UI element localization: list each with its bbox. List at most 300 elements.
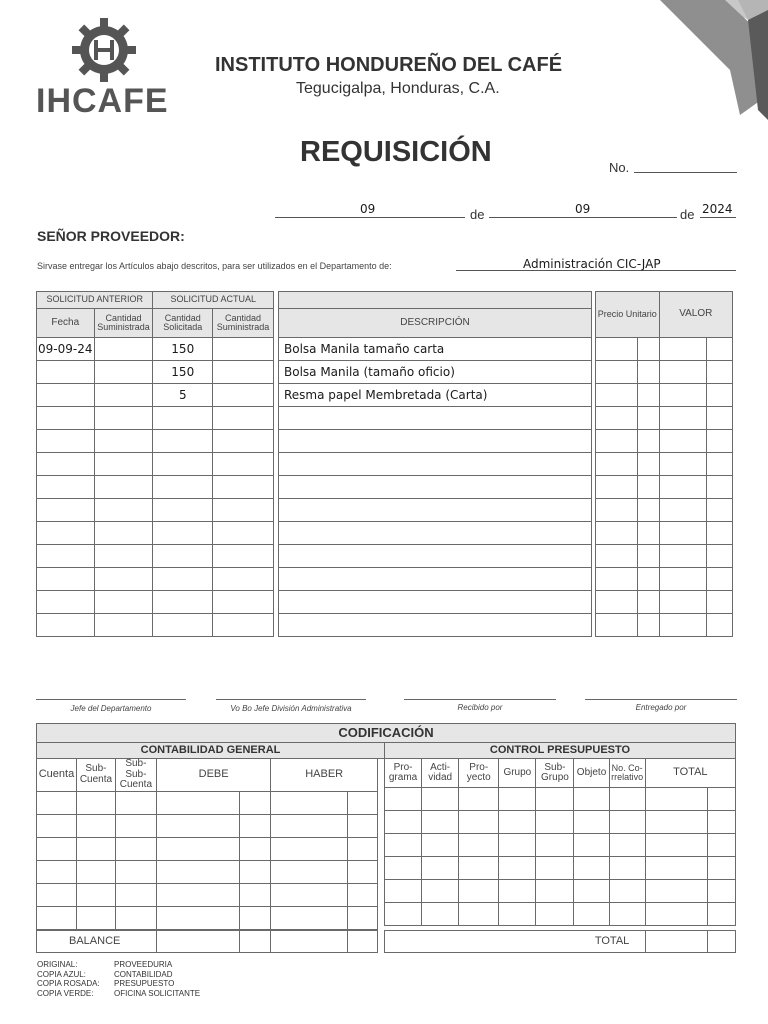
cell-precio[interactable] [596, 568, 638, 591]
cell-total-cents[interactable] [707, 811, 735, 834]
cell-fecha[interactable] [37, 568, 95, 591]
cell-programa[interactable] [385, 811, 422, 834]
cell-precio[interactable] [596, 430, 638, 453]
cell-cantidad-solicitada[interactable] [153, 614, 213, 637]
cell-subsubcuenta[interactable] [115, 837, 156, 860]
cell-grupo[interactable] [499, 857, 536, 880]
cell-descripcion[interactable] [279, 545, 592, 568]
items-table-description [278, 291, 592, 637]
cell-debe-cents[interactable] [239, 837, 271, 860]
cell-cantidad-suministrada-actual[interactable] [213, 476, 274, 499]
cell-actividad[interactable] [422, 811, 459, 834]
cell-cantidad-solicitada[interactable] [153, 407, 213, 430]
cell-total[interactable] [645, 857, 707, 880]
cell-debe-cents[interactable] [239, 860, 271, 883]
col-grupo: Grupo [499, 759, 536, 788]
cell-valor-cents[interactable] [707, 384, 733, 407]
table-row [279, 453, 592, 476]
cell-correlativo[interactable] [609, 903, 645, 926]
cell-cantidad-suministrada-actual[interactable] [213, 384, 274, 407]
cell-valor-cents[interactable] [707, 568, 733, 591]
cell-precio-cents[interactable] [637, 568, 659, 591]
signature-line-entregado[interactable] [585, 699, 737, 700]
table-row [37, 568, 274, 591]
cell-proyecto[interactable] [459, 857, 499, 880]
date-separator-1: de [470, 207, 485, 222]
cell-fecha[interactable] [37, 384, 95, 407]
cell-total-cents[interactable] [707, 880, 735, 903]
cell-haber[interactable] [271, 883, 348, 906]
cell-cantidad-suministrada-anterior[interactable] [94, 453, 153, 476]
cell-descripcion[interactable] [279, 591, 592, 614]
cell-cuenta[interactable] [37, 860, 77, 883]
cell-descripcion[interactable] [279, 614, 592, 637]
col-correlativo: No. Co-rrelativo [609, 759, 645, 788]
table-row [279, 430, 592, 453]
gear-icon [72, 18, 136, 82]
copy-label-verde: COPIA VERDE: [37, 988, 94, 998]
cell-precio-cents[interactable] [637, 361, 659, 384]
cell-cantidad-suministrada-actual[interactable] [213, 614, 274, 637]
cell-precio-cents[interactable] [637, 591, 659, 614]
cell-valor[interactable] [659, 361, 707, 384]
cell-cantidad-suministrada-anterior[interactable] [94, 407, 153, 430]
cell-subcuenta[interactable] [76, 883, 115, 906]
cell-cantidad-suministrada-anterior[interactable] [94, 522, 153, 545]
col-actividad: Acti-vidad [422, 759, 459, 788]
cell-valor[interactable] [659, 522, 707, 545]
balance-haber-cents[interactable] [348, 931, 378, 953]
cell-correlativo[interactable] [609, 788, 645, 811]
cell-actividad[interactable] [422, 834, 459, 857]
cell-subgrupo[interactable] [536, 834, 574, 857]
signature-line-vobo[interactable] [216, 699, 366, 700]
contabilidad-table [36, 758, 378, 930]
cell-precio[interactable] [596, 614, 638, 637]
col-total: TOTAL [645, 759, 735, 788]
cell-debe-cents[interactable] [239, 814, 271, 837]
cell-subsubcuenta[interactable] [115, 814, 156, 837]
cell-precio-cents[interactable] [637, 614, 659, 637]
cell-haber[interactable] [271, 791, 348, 814]
cell-programa[interactable] [385, 788, 422, 811]
cell-subsubcuenta[interactable] [115, 883, 156, 906]
cell-cantidad-suministrada-anterior[interactable] [94, 545, 153, 568]
cell-precio-cents[interactable] [637, 338, 659, 361]
cell-cantidad-suministrada-actual[interactable] [213, 568, 274, 591]
institution-location: Tegucigalpa, Honduras, C.A. [296, 80, 500, 97]
cell-haber[interactable] [271, 860, 348, 883]
col-fecha: Fecha [37, 309, 95, 338]
table-row [385, 857, 736, 880]
cell-total-cents[interactable] [707, 903, 735, 926]
cell-precio[interactable] [596, 522, 638, 545]
cell-precio[interactable] [596, 476, 638, 499]
cell-valor-cents[interactable] [707, 430, 733, 453]
cell-valor[interactable] [659, 407, 707, 430]
cell-valor-cents[interactable] [707, 407, 733, 430]
table-row [279, 545, 592, 568]
cell-fecha[interactable] [37, 361, 95, 384]
col-debe: DEBE [156, 759, 270, 792]
cell-valor-cents[interactable] [707, 453, 733, 476]
cell-cantidad-suministrada-actual[interactable] [213, 522, 274, 545]
cell-objeto[interactable] [574, 834, 609, 857]
table-row [37, 430, 274, 453]
cell-cantidad-suministrada-anterior[interactable] [94, 568, 153, 591]
provider-label: SEÑOR PROVEEDOR: [37, 228, 185, 244]
copy-value-azul: CONTABILIDAD [114, 969, 173, 979]
cell-precio[interactable] [596, 338, 638, 361]
number-field[interactable] [634, 159, 737, 173]
cell-haber-cents[interactable] [348, 837, 378, 860]
cell-valor[interactable] [659, 545, 707, 568]
table-row [596, 430, 733, 453]
cell-fecha[interactable] [37, 476, 95, 499]
cell-correlativo[interactable] [609, 811, 645, 834]
cell-correlativo[interactable] [609, 857, 645, 880]
cell-valor[interactable] [659, 476, 707, 499]
cell-total[interactable] [645, 788, 707, 811]
cell-valor[interactable] [659, 338, 707, 361]
cell-subgrupo[interactable] [536, 880, 574, 903]
cell-cantidad-suministrada-anterior[interactable] [94, 384, 153, 407]
cell-descripcion[interactable] [279, 499, 592, 522]
total-label: TOTAL [385, 931, 646, 953]
cell-grupo[interactable] [499, 811, 536, 834]
col-cantidad-suministrada-actual: Cantidad Suministrada [213, 309, 274, 338]
cell-fecha[interactable] [37, 407, 95, 430]
cell-debe[interactable] [156, 860, 239, 883]
cell-valor-cents[interactable] [707, 338, 733, 361]
cell-cantidad-suministrada-anterior[interactable] [94, 614, 153, 637]
cell-cantidad-solicitada[interactable]: 150 [153, 361, 213, 384]
cell-valor-cents[interactable] [707, 545, 733, 568]
cell-precio-cents[interactable] [637, 430, 659, 453]
cell-total[interactable] [645, 834, 707, 857]
table-row [596, 522, 733, 545]
cell-cantidad-suministrada-anterior[interactable] [94, 591, 153, 614]
cell-actividad[interactable] [422, 880, 459, 903]
cell-haber[interactable] [271, 814, 348, 837]
cell-subcuenta[interactable] [76, 906, 115, 929]
cell-precio[interactable] [596, 453, 638, 476]
cell-precio-cents[interactable] [637, 499, 659, 522]
cell-debe-cents[interactable] [239, 791, 271, 814]
cell-total-cents[interactable] [707, 788, 735, 811]
cell-grupo[interactable] [499, 788, 536, 811]
cell-programa[interactable] [385, 834, 422, 857]
cell-cantidad-solicitada[interactable] [153, 476, 213, 499]
cell-objeto[interactable] [574, 811, 609, 834]
cell-precio[interactable] [596, 499, 638, 522]
cell-proyecto[interactable] [459, 834, 499, 857]
header-solicitud-actual: SOLICITUD ACTUAL [153, 292, 274, 309]
cell-actividad[interactable] [422, 903, 459, 926]
cell-programa[interactable] [385, 903, 422, 926]
total-row [384, 930, 736, 953]
cell-subcuenta[interactable] [76, 814, 115, 837]
cell-descripcion[interactable] [279, 568, 592, 591]
cell-subsubcuenta[interactable] [115, 791, 156, 814]
cell-descripcion[interactable]: Bolsa Manila (tamaño oficio) [279, 361, 592, 384]
cell-subsubcuenta[interactable] [115, 860, 156, 883]
total-cents[interactable] [708, 931, 736, 953]
cell-haber-cents[interactable] [348, 906, 378, 929]
balance-debe[interactable] [156, 931, 239, 953]
cell-cantidad-solicitada[interactable]: 5 [153, 384, 213, 407]
cell-fecha[interactable]: 09-09-24 [37, 338, 95, 361]
cell-haber[interactable] [271, 906, 348, 929]
cell-haber-cents[interactable] [348, 791, 378, 814]
cell-subgrupo[interactable] [536, 857, 574, 880]
cell-cuenta[interactable] [37, 906, 77, 929]
cell-haber-cents[interactable] [348, 860, 378, 883]
signature-label-vobo: Vo Bo Jefe División Administrativa [230, 704, 352, 713]
cell-fecha[interactable] [37, 522, 95, 545]
balance-debe-cents[interactable] [239, 931, 271, 953]
cell-precio-cents[interactable] [637, 545, 659, 568]
cell-proyecto[interactable] [459, 903, 499, 926]
cell-subgrupo[interactable] [536, 903, 574, 926]
cell-cantidad-suministrada-anterior[interactable] [94, 499, 153, 522]
cell-cantidad-solicitada[interactable] [153, 453, 213, 476]
cell-descripcion[interactable]: Resma papel Membretada (Carta) [279, 384, 592, 407]
copy-value-original: PROVEEDURIA [114, 960, 173, 969]
cell-programa[interactable] [385, 857, 422, 880]
table-row [596, 361, 733, 384]
table-row [596, 568, 733, 591]
cell-precio-cents[interactable] [637, 384, 659, 407]
cell-cantidad-solicitada[interactable] [153, 430, 213, 453]
total-value[interactable] [646, 931, 708, 953]
cell-grupo[interactable] [499, 834, 536, 857]
col-subsubcuenta: Sub-Sub-Cuenta [115, 759, 156, 792]
items-table-values [595, 291, 733, 637]
page-title: REQUISICIÓN [300, 136, 492, 168]
cell-cantidad-suministrada-anterior[interactable] [94, 338, 153, 361]
cell-cantidad-solicitada[interactable] [153, 499, 213, 522]
cell-objeto[interactable] [574, 880, 609, 903]
table-row [37, 453, 274, 476]
year-value: 2024 [702, 202, 733, 216]
cell-debe[interactable] [156, 791, 239, 814]
table-row [596, 338, 733, 361]
cell-grupo[interactable] [499, 880, 536, 903]
cell-cuenta[interactable] [37, 791, 77, 814]
cell-descripcion[interactable]: Bolsa Manila tamaño carta [279, 338, 592, 361]
cell-valor[interactable] [659, 614, 707, 637]
cell-fecha[interactable] [37, 614, 95, 637]
cell-valor[interactable] [659, 430, 707, 453]
cell-correlativo[interactable] [609, 834, 645, 857]
table-row [279, 499, 592, 522]
cell-cuenta[interactable] [37, 883, 77, 906]
table-row [37, 545, 274, 568]
cell-total-cents[interactable] [707, 834, 735, 857]
cell-objeto[interactable] [574, 903, 609, 926]
balance-haber[interactable] [271, 931, 348, 953]
cell-cantidad-solicitada[interactable] [153, 522, 213, 545]
table-row [279, 568, 592, 591]
cell-valor-cents[interactable] [707, 614, 733, 637]
institution-name: INSTITUTO HONDUREÑO DEL CAFÉ [215, 54, 563, 76]
instruction-text: Sirvase entregar los Artículos abajo descritos, para ser utilizados en el Departamento de: [37, 261, 392, 271]
contabilidad-general-label: CONTABILIDAD GENERAL [37, 743, 385, 759]
cell-cantidad-suministrada-anterior[interactable] [94, 476, 153, 499]
cell-subcuenta[interactable] [76, 860, 115, 883]
table-row [385, 811, 736, 834]
cell-cantidad-suministrada-actual[interactable] [213, 407, 274, 430]
cell-descripcion[interactable] [279, 430, 592, 453]
table-row [37, 338, 274, 361]
table-row [385, 834, 736, 857]
cell-valor[interactable] [659, 384, 707, 407]
cell-proyecto[interactable] [459, 880, 499, 903]
cell-descripcion[interactable] [279, 453, 592, 476]
table-row [596, 499, 733, 522]
table-row [37, 476, 274, 499]
table-row [37, 814, 378, 837]
cell-cantidad-solicitada[interactable]: 150 [153, 338, 213, 361]
table-row [279, 614, 592, 637]
cell-correlativo[interactable] [609, 880, 645, 903]
cell-debe[interactable] [156, 883, 239, 906]
cell-precio[interactable] [596, 545, 638, 568]
month-value: 09 [575, 202, 591, 216]
cell-fecha[interactable] [37, 453, 95, 476]
cell-precio-cents[interactable] [637, 522, 659, 545]
cell-total[interactable] [645, 880, 707, 903]
cell-cantidad-suministrada-actual[interactable] [213, 545, 274, 568]
cell-valor-cents[interactable] [707, 361, 733, 384]
cell-objeto[interactable] [574, 788, 609, 811]
cell-cuenta[interactable] [37, 814, 77, 837]
number-label: No. [609, 160, 630, 175]
cell-cantidad-solicitada[interactable] [153, 545, 213, 568]
cell-precio[interactable] [596, 361, 638, 384]
cell-valor[interactable] [659, 499, 707, 522]
cell-valor-cents[interactable] [707, 499, 733, 522]
cell-precio[interactable] [596, 591, 638, 614]
cell-cantidad-suministrada-anterior[interactable] [94, 430, 153, 453]
cell-cantidad-suministrada-actual[interactable] [213, 361, 274, 384]
cell-precio[interactable] [596, 384, 638, 407]
cell-haber-cents[interactable] [348, 814, 378, 837]
col-precio-unitario: Precio Unitario [596, 292, 660, 338]
cell-programa[interactable] [385, 880, 422, 903]
cell-subgrupo[interactable] [536, 788, 574, 811]
col-subgrupo: Sub-Grupo [536, 759, 574, 788]
table-row [279, 361, 592, 384]
cell-valor[interactable] [659, 591, 707, 614]
cell-total[interactable] [645, 811, 707, 834]
cell-valor-cents[interactable] [707, 476, 733, 499]
cell-debe-cents[interactable] [239, 906, 271, 929]
cell-debe-cents[interactable] [239, 883, 271, 906]
cell-precio[interactable] [596, 407, 638, 430]
signature-line-recibido[interactable] [404, 699, 556, 700]
cell-cantidad-suministrada-actual[interactable] [213, 591, 274, 614]
table-row [385, 788, 736, 811]
table-row [37, 860, 378, 883]
cell-actividad[interactable] [422, 788, 459, 811]
items-table-left [36, 291, 274, 637]
cell-cantidad-suministrada-actual[interactable] [213, 499, 274, 522]
cell-cantidad-suministrada-actual[interactable] [213, 453, 274, 476]
codificacion-title: CODIFICACIÓN [37, 724, 736, 743]
table-row [37, 499, 274, 522]
cell-subcuenta[interactable] [76, 837, 115, 860]
cell-subcuenta[interactable] [76, 791, 115, 814]
table-row [37, 614, 274, 637]
ihcafe-logo [36, 18, 171, 126]
col-programa: Pro-grama [385, 759, 422, 788]
cell-grupo[interactable] [499, 903, 536, 926]
col-subcuenta: Sub-Cuenta [76, 759, 115, 792]
cell-actividad[interactable] [422, 857, 459, 880]
cell-debe[interactable] [156, 906, 239, 929]
cell-cuenta[interactable] [37, 837, 77, 860]
cell-subgrupo[interactable] [536, 811, 574, 834]
table-row [596, 476, 733, 499]
table-row [596, 453, 733, 476]
cell-haber[interactable] [271, 837, 348, 860]
signature-line-jefe[interactable] [36, 699, 186, 700]
cell-descripcion[interactable] [279, 476, 592, 499]
copy-label-azul: COPIA AZUL: [37, 969, 86, 979]
cell-debe[interactable] [156, 837, 239, 860]
date-separator-2: de [680, 207, 695, 222]
cell-valor[interactable] [659, 453, 707, 476]
cell-proyecto[interactable] [459, 811, 499, 834]
cell-valor[interactable] [659, 568, 707, 591]
cell-valor-cents[interactable] [707, 591, 733, 614]
cell-fecha[interactable] [37, 430, 95, 453]
cell-debe[interactable] [156, 814, 239, 837]
cell-subsubcuenta[interactable] [115, 906, 156, 929]
cell-cantidad-suministrada-actual[interactable] [213, 338, 274, 361]
cell-precio-cents[interactable] [637, 407, 659, 430]
col-valor: VALOR [659, 292, 732, 338]
cell-objeto[interactable] [574, 857, 609, 880]
cell-fecha[interactable] [37, 499, 95, 522]
cell-total-cents[interactable] [707, 857, 735, 880]
cell-fecha[interactable] [37, 545, 95, 568]
cell-descripcion[interactable] [279, 522, 592, 545]
table-row [279, 476, 592, 499]
presupuesto-table [384, 758, 736, 926]
cell-proyecto[interactable] [459, 788, 499, 811]
cell-precio-cents[interactable] [637, 476, 659, 499]
cell-cantidad-suministrada-anterior[interactable] [94, 361, 153, 384]
department-value: Administración CIC-JAP [523, 257, 661, 271]
cell-haber-cents[interactable] [348, 883, 378, 906]
cell-valor-cents[interactable] [707, 522, 733, 545]
cell-cantidad-solicitada[interactable] [153, 591, 213, 614]
col-cantidad-solicitada: Cantidad Solicitada [153, 309, 213, 338]
cell-cantidad-suministrada-actual[interactable] [213, 430, 274, 453]
cell-cantidad-solicitada[interactable] [153, 568, 213, 591]
copy-value-verde: OFICINA SOLICITANTE [114, 988, 201, 998]
table-row [279, 522, 592, 545]
cell-precio-cents[interactable] [637, 453, 659, 476]
cell-descripcion[interactable] [279, 407, 592, 430]
cell-fecha[interactable] [37, 591, 95, 614]
balance-row [36, 930, 378, 953]
cell-total[interactable] [645, 903, 707, 926]
table-row [37, 883, 378, 906]
